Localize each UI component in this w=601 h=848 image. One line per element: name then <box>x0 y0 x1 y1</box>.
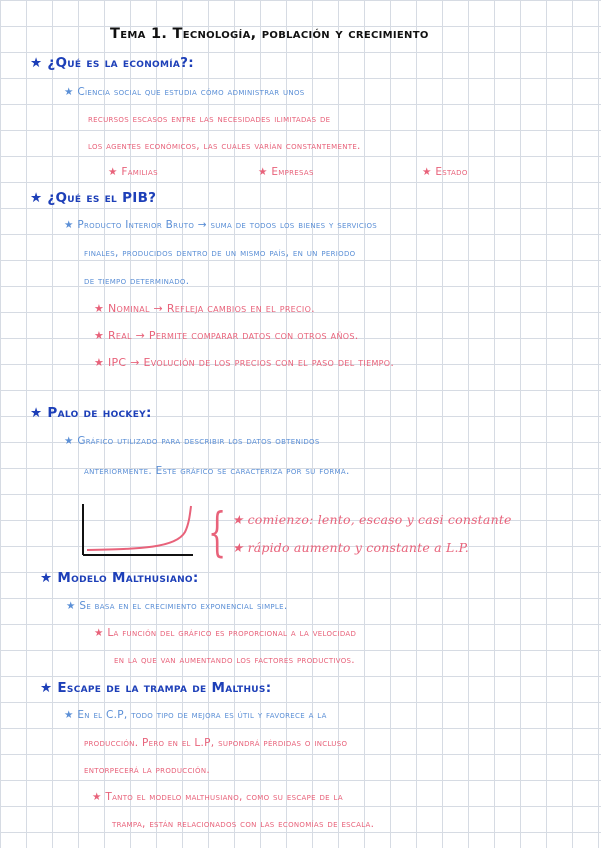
heading-que-es-pib: ★ ¿Qué es el PIB? <box>30 190 157 206</box>
heading-modelo-malthusiano: ★ Modelo Malthusiano: <box>40 570 199 586</box>
hockey-description-line-2: anteriormente. Este gráfico se caracteriza por su forma. <box>84 465 350 477</box>
economia-definition-line-3: los agentes económicos, las cuales varían constantemente. <box>88 140 361 152</box>
heading-escape-trampa-malthus: ★ Escape de la trampa de Malthus: <box>40 680 272 696</box>
hockey-description-line-1: ★ Gráfico utilizado para describir los datos obtenidos <box>64 435 320 447</box>
pib-nominal: ★ Nominal → Refleja cambios en el precio. <box>94 302 315 315</box>
agent-estado: ★ Estado <box>422 166 468 178</box>
pib-ipc: ★ IPC → Evolución de los precios con el paso del tiempo. <box>94 356 395 369</box>
hockey-note-1: ★ comienzo: lento, escaso y casi constante <box>232 512 512 527</box>
agent-empresas: ★ Empresas <box>258 166 314 178</box>
malthus-intro: ★ Se basa en el crecimiento exponencial simple. <box>66 600 288 612</box>
heading-palo-de-hockey: ★ Palo de hockey: <box>30 405 152 421</box>
malthus-detail-line-1: ★ La función del gráfico es proporcional a la velocidad <box>94 627 357 639</box>
economia-definition-line-1: ★ Ciencia social que estudia cómo administrar unos <box>64 86 305 98</box>
economia-definition-line-2: recursos escasos entre las necesidades ilimitadas de <box>88 113 331 125</box>
pib-definition-line-2: finales, producidos dentro de un mismo país, en un periodo <box>84 247 356 259</box>
pib-definition-line-3: de tiempo determinado. <box>84 275 190 287</box>
agent-familias: ★ Familias <box>108 166 158 178</box>
hockey-note-2: ★ rápido aumento y constante a L.P. <box>232 540 469 555</box>
pib-real: ★ Real → Permite comparar datos con otros años. <box>94 329 359 342</box>
page-title: Tema 1. Tecnología, población y crecimiento <box>110 26 429 42</box>
escape-body-line-1: ★ En el C.P, todo tipo de mejora es útil y favorece a la <box>64 709 327 721</box>
escape-body-line-2: producción. Pero en el L.P, supondrá pérdidas o incluso <box>84 737 348 749</box>
escape-final-line-1: ★ Tanto el modelo malthusiano, como su escape de la <box>92 791 343 803</box>
hockey-stick-graph <box>80 502 195 558</box>
escape-body-line-3: entorpecerá la producción. <box>84 764 210 776</box>
heading-que-es-economia: ★ ¿Qué es la economía?: <box>30 55 194 71</box>
escape-final-line-2: trampa, están relacionados con las economías de escala. <box>112 818 375 830</box>
graph-exponential-curve <box>87 506 191 550</box>
pib-definition-line-1: ★ Producto Interior Bruto → suma de todos los bienes y servicios <box>64 219 378 231</box>
curly-brace-icon: { <box>208 503 227 563</box>
malthus-detail-line-2: en la que van aumentando los factores productivos. <box>114 654 355 666</box>
